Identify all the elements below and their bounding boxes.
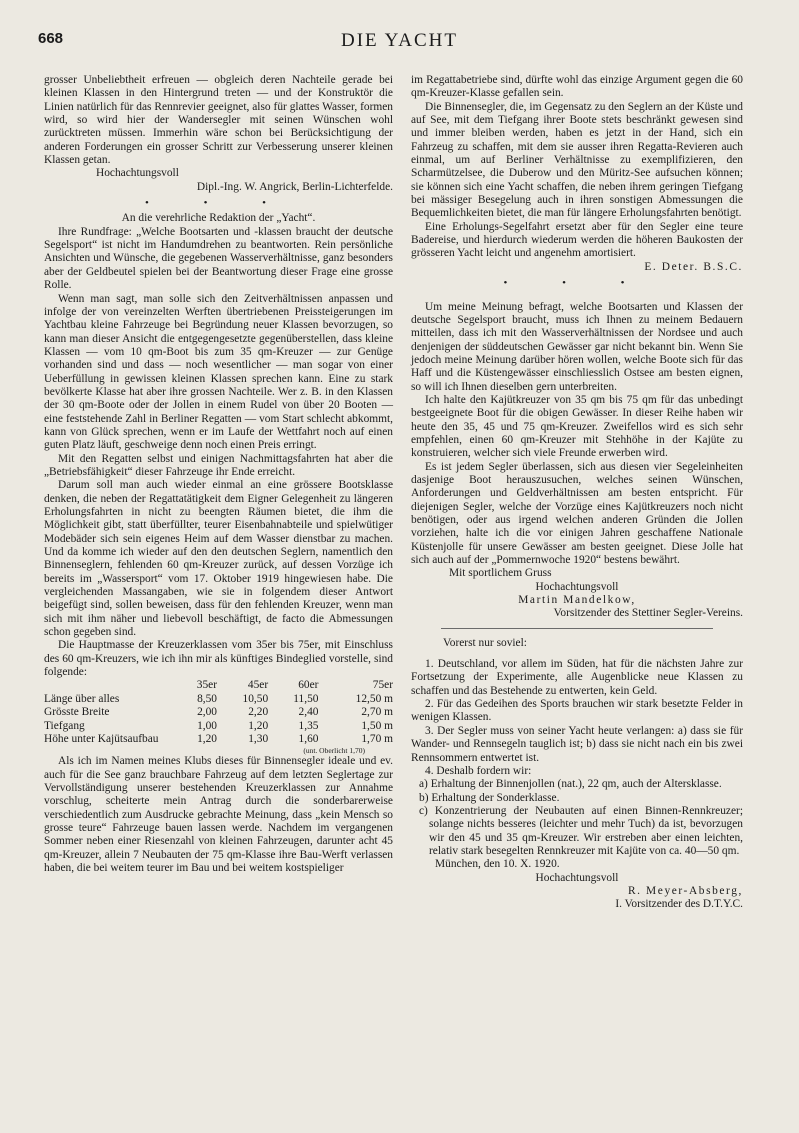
separator-line bbox=[441, 628, 713, 629]
table-cell: 8,50 bbox=[197, 692, 217, 705]
spacer bbox=[411, 650, 743, 658]
signature-name: Martin Mandelkow, bbox=[518, 594, 636, 607]
table-cell: 1,50 m bbox=[361, 719, 393, 732]
sub-item: b) Erhaltung der Sonderklasse. bbox=[419, 791, 560, 804]
right-column bbox=[411, 74, 743, 912]
table-cell: Länge über alles bbox=[44, 692, 120, 705]
table-row bbox=[44, 720, 393, 733]
table-cell: 2,70 m bbox=[361, 706, 393, 719]
table-cell: 12,50 m bbox=[355, 692, 393, 705]
left-column bbox=[44, 74, 393, 875]
paragraph: Ich halte den Kajütkreuzer von 35 qm bis 75 qm für das unbedingt bestgeeignete Boot für die obigen Gewässer. In dieser Reihe haben wir heute den 35, 45 und 75 qm-Kreuzer. Zweifellos wird es sich sehr empfehlen, einen 60 qm-Kreuzer mit Stehhöhe in der Kajüte zu konstruieren, welcher sich viele Freunde erwerben wird. bbox=[411, 393, 743, 460]
paragraph: Eine Erholungs-Segelfahrt ersetzt aber für den Segler eine teure Badereise, und hierdurch wiederum werden die höheren Baukosten der grösseren Yacht leicht und angenehm amortisiert. bbox=[411, 220, 743, 260]
list-item: 4. Deshalb fordern wir: bbox=[425, 764, 532, 777]
closing: Hochachtungsvoll bbox=[96, 167, 179, 180]
signature-title: I. Vorsitzender des D.T.Y.C. bbox=[615, 898, 743, 911]
signature: Dipl.-Ing. W. Angrick, Berlin-Lichterfelde. bbox=[196, 180, 393, 193]
running-title: DIE YACHT bbox=[340, 30, 459, 51]
paragraph: Die Hauptmasse der Kreuzerklassen vom 35er bis 75er, mit Einschluss des 60 qm-Kreuzers, wie ich ihn mir als künftiges Bindeglied vorstelle, sind folgende: bbox=[44, 639, 393, 679]
section-dots: • • • bbox=[503, 277, 651, 290]
table-cell: 10,50 bbox=[242, 692, 269, 705]
signature-title: Vorsitzender des Stettiner Segler-Vereins. bbox=[553, 607, 743, 620]
table-header-row bbox=[44, 679, 393, 692]
list-item: 1. Deutschland, vor allem im Süden, hat für die nächsten Jahre zur Fortsetzung der Experimente, alle Augenblicke neue Klassen zu schaffen und das Bestehende zu entwerten, kein Geld. bbox=[411, 658, 743, 697]
table-cell: 2,00 bbox=[197, 706, 217, 719]
table-header-cell: 35er bbox=[196, 679, 217, 692]
date-line: München, den 10. X. 1920. bbox=[435, 858, 560, 871]
paragraph: Ihre Rundfrage: „Welche Bootsarten und -klassen braucht der deutsche Segelsport“ ist nicht im Handumdrehen zu beantworten. Rein persönliche Ansichten und Wünsche, die gegebenen Wasserverhältnisse, ganz besonders aber der Geldbeutel spielen bei der Beantwortung dieser Frage eine grosse Rolle. bbox=[44, 225, 393, 292]
table-cell: 2,20 bbox=[248, 706, 269, 719]
sub-item: a) Erhaltung der Binnenjollen (nat.), 22 qm, auch der Altersklasse. bbox=[419, 778, 722, 791]
page-header bbox=[38, 30, 761, 56]
table-cell: 1,60 bbox=[298, 732, 319, 745]
list-item: 3. Der Segler muss von seiner Yacht heute verlangen: a) dass sie für Wander- und Rennsegeln tauglich ist; b) dass sie nicht nach ein bis zwei Rennsommern entwertet ist. bbox=[411, 724, 743, 764]
table-cell: 2,40 bbox=[298, 706, 319, 719]
greeting: Mit sportlichem Gruss bbox=[449, 567, 552, 580]
spacer bbox=[411, 293, 743, 301]
table-header-cell bbox=[44, 679, 177, 692]
table-cell: 1,70 m bbox=[361, 732, 393, 745]
table-cell: 1,30 bbox=[248, 732, 269, 745]
list-item: 2. Für das Gedeihen des Sports brauchen wir stark besetzte Felder in wenigen Klassen. bbox=[411, 698, 743, 724]
table-row bbox=[44, 733, 393, 746]
paragraph: Als ich im Namen meines Klubs dieses für Binnensegler ideale und ev. auch für die See ganz brauchbare Fahrzeug auf dem letzten Seglertage zur Vervollständigung unserer bestehenden Kreuzerklassen zur Annahme vorschlug, scheiterte mein Antrag durch die sonderbarerweise verschiedentlich zum Ausdrucke gebrachte Meinung, dass „kein Mensch so grosse teure“ Fahrzeuge bauen lassen werde. Nachdem im vergangenen Sommer neben einer Riesenzahl von kleinen Fahrzeugen, darunter acht 45 qm-Kreuzer, allein 7 Neubauten der 75 qm-Klasse ihre Bau-Werft verlassen haben, die bei weitem teurer im Bau und bei weitem kostspieliger bbox=[44, 755, 393, 874]
page-number: 668 bbox=[38, 30, 64, 47]
paragraph: im Regattabetriebe sind, dürfte wohl das einzige Argument gegen die 60 qm-Kreuzer-Klasse gefallen sein. bbox=[411, 74, 743, 100]
table-row bbox=[44, 693, 393, 706]
signature: E. Deter. B.S.C. bbox=[644, 260, 743, 273]
table-cell: Höhe unter Kajütsaufbau bbox=[44, 732, 159, 745]
section-dots: • • • bbox=[144, 197, 293, 210]
closing: Hochachtungsvoll bbox=[535, 871, 619, 884]
table-header-cell: 60er bbox=[298, 679, 319, 692]
paragraph: Die Binnensegler, die, im Gegensatz zu den Seglern an der Küste und auf See, mit dem Tiefgang ihrer Boote stets beschränkt gewesen sind und immer bleiben werden, haben es jetzt in der Hand, sich ein Fahrzeug zu schaffen, mit dem sie ausser ihren Regatta-Revieren auch einmal, um auf Berliner Verhältnisse zu exemplifizieren, den Scharmützelsee, die Duberow und den Müritz-See aufsuchen können; sie können sich eine Yacht schaffen, die neben ihrem geringen Tiefgang bei mässiger Besegelung auch in ihren sonstigen Abmessungen die Bequemlichkeiten bietet, die man für längere Erholungsfahrten benötigt. bbox=[411, 100, 743, 220]
dimensions-table bbox=[44, 679, 393, 746]
signature-name: R. Meyer-Absberg, bbox=[627, 884, 743, 897]
table-cell: 11,50 bbox=[293, 692, 319, 705]
sub-item: c) Konzentrierung der Neubauten auf einen Binnen-Rennkreuzer; solange nichts besseres (leichter und mehr Tuch) da ist, bevorzugen wir den 45 und 35 qm-Kreuzer. Wir erstreben aber einen leichten, relativ stark besegelten Rennkreuzer mit Kajüte von ca. 40—50 qm. bbox=[419, 804, 743, 857]
table-cell: Tiefgang bbox=[44, 719, 85, 732]
table-header-cell: 75er bbox=[372, 679, 393, 692]
table-cell: Grösste Breite bbox=[44, 706, 110, 719]
table-footnote: (unt. Oberlicht 1,70) bbox=[303, 746, 365, 756]
paragraph: Darum soll man auch wieder einmal an eine grössere Bootsklasse denken, die neben der Regattatätigkeit dem Eigner Gelegenheit zu längeren Erholungsfahrten in nicht zu beengten Räumen bietet, die ihm die Möglichkeit gibt, statt überfüllter, teurer Eisenbahnabteile und spielwütiger Modebäder sich sein eigenes Heim auf dem Wasser dienstbar zu machen. Und da komme ich wieder auf den den deutschen Seglern, namentlich den Binnenseglern, fehlenden 60 qm-Kreuzer zurück, auf dessen Vorzüge ich bereits im „Wassersport“ vom 17. Oktober 1919 hingewiesen habe. Die vergleichenden Massangaben, wie sie in folgendem dieser Antwort beigefügt sind, sollen beweisen, dass für den fehlenden Kreuzer, wenn man sich mit ihm näher und liebevoll beschäftigt, de facto die Abmessungen schon gegeben sind. bbox=[44, 479, 393, 639]
salutation: An die verehrliche Redaktion der „Yacht“. bbox=[121, 212, 316, 225]
table-cell: 1,20 bbox=[197, 732, 217, 745]
table-cell: 1,35 bbox=[298, 719, 319, 732]
paragraph: Um meine Meinung befragt, welche Bootsarten und Klassen der deutsche Segelsport braucht, muss ich Ihnen zu meinem Bedauern mitteilen, dass ich mit den Wasserverhältnissen der Nordsee und auch denjenigen der süddeutschen Gewässer gar nicht bekannt bin. Wenn Sie jedoch meine Meinung darüber hören wollen, welche Boote sich für das Haff und die Küstengewässer einschliesslich Ostsee am besten eignen, so will ich Ihnen dieselben gern unterbreiten. bbox=[411, 300, 743, 393]
intro: Vorerst nur soviel: bbox=[443, 636, 527, 649]
table-row bbox=[44, 706, 393, 719]
table-cell: 1,00 bbox=[197, 719, 217, 732]
paragraph: grosser Unbeliebtheit erfreuen — obgleich deren Nachteile gerade bei kleinen Klassen in den Hintergrund treten — und der Konstruktör die Linien natürlich für das Rennrevier geeignet, also für glattes Wasser, formen wird, so wird hier der Wandersegler mit seinen Wünschen wohl zurücktreten müssen. Immerhin wäre schon bei Berücksichtigung der anderen Forderungen ein grosser Schritt zur Verbesserung unserer kleinen Klassen getan. bbox=[44, 74, 393, 167]
closing: Hochachtungsvoll bbox=[535, 580, 619, 593]
paragraph: Mit den Regatten selbst und einigen Nachmittagsfahrten hat aber die „Betriebsfähigkeit“ dieser Fahrzeuge ihr Ende erreicht. bbox=[44, 452, 393, 478]
paragraph: Es ist jedem Segler überlassen, sich aus diesen vier Segeleinheiten dasjenige Boot herauszusuchen, welches seinen Wünschen, Anforderungen und Geldverhältnissen am besten entspricht. Für diejenigen Segler, welche der Vorzüge eines Kajütkreuzers noch nicht benötigen, oder aus irgend welchen anderen Gründen die Jollen vorziehen, halte ich die vor einigen Jahren geschaffene Nationale Küstenjolle für unsere Gewässer am besten geeignet. Diese Jolle hat sich auch auf der „Pommernwoche 1920“ bestens bewährt. bbox=[411, 460, 743, 567]
paragraph: Wenn man sagt, man solle sich den Zeitverhältnissen anpassen und infolge der von vereinzelten Werften übertriebenen Preissteigerungen im Yachtbau kleine Fahrzeuge bei Begründung neuer Klassen bevorzugen, so kann man dieser Ansicht die entgegengesetzte gegenüberstellen, dass kleine Klassen — vom 10 qm-Boot bis zum 35 qm-Kreuzer — zur Genüge vorhanden sind und dass — noch wesentlicher — man sogar von einer Ueberfüllung in gewissen kleinen Klassen sprechen kann. Eine zu stark bevölkerte Klasse hat aber ihre grossen Nachteile. Wer z. B. in den Klassen der 30 qm-Boote oder der Jollen in einem Rudel von über 20 Booten — eine feststehende Zahl in Berliner Regatten — vom Start schlecht abkommt, kann von Glück sprechen, wenn er im Laufe der Wettfahrt noch auf einen guten Platz läuft, geschweige denn noch einen Preis erringt. bbox=[44, 292, 393, 452]
table-cell: 1,20 bbox=[248, 719, 269, 732]
table-header-cell: 45er bbox=[247, 679, 269, 692]
